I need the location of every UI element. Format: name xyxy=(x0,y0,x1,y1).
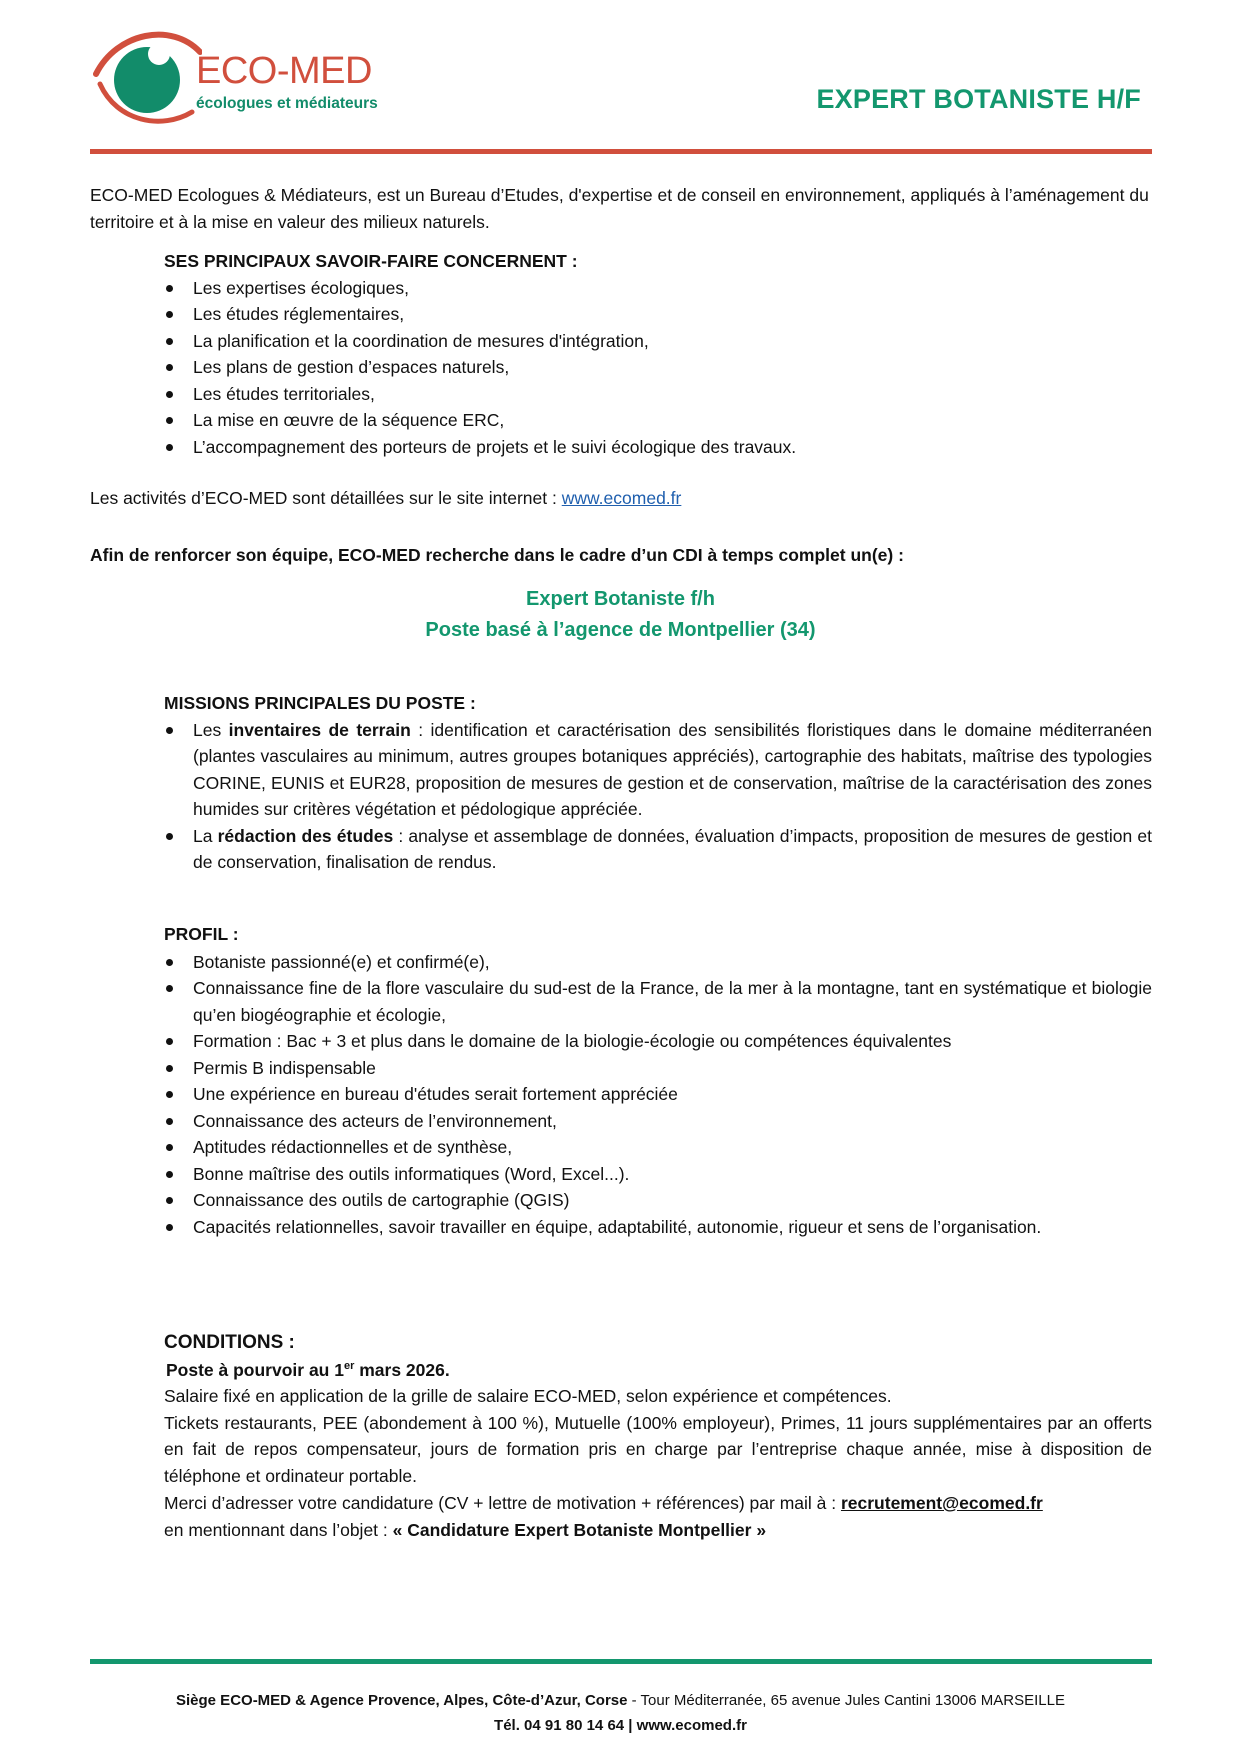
website-line xyxy=(90,485,1152,512)
position-location: Poste basé à l’agence de Montpellier (34) xyxy=(425,619,816,641)
list-item: Les expertises écologiques, xyxy=(164,275,1064,302)
apply-subject-line: en mentionnant dans l’objet : « Candidature Expert Botaniste Montpellier » xyxy=(164,1519,767,1540)
start-date: Poste à pourvoir au 1er mars 2026. xyxy=(166,1359,450,1380)
recruitment-email-link[interactable]: recrutement@ecomed.fr xyxy=(840,1493,1043,1513)
profil-list xyxy=(164,949,1152,1241)
list-item: Les études territoriales, xyxy=(164,381,1064,408)
profil-section xyxy=(164,921,1152,1240)
list-item: Les études réglementaires, xyxy=(164,301,1064,328)
list-item: Les inventaires de terrain : identification et caractérisation des sensibilités floristiques dans le domaine méditerranéen (plantes vasculaires au minimum, autres groupes botaniques appréciés), cartographie des habitats, maîtrise des typologies CORINE, EUNIS et EUR28, proposition de mesures de gestion et de conservation, maîtrise de la caractérisation des zones humides sur critères végétation et pédologique appréciée. xyxy=(164,717,1152,823)
mission-keyword: rédaction des études xyxy=(217,825,394,846)
missions-section xyxy=(164,690,1152,876)
list-item: Connaissance fine de la flore vasculaire du sud-est de la France, de la mer à la montagne, tant en systématique et biologie qu’en biogéographie et écologie, xyxy=(164,975,1152,1028)
list-item: Connaissance des acteurs de l’environnement, xyxy=(164,1108,1152,1135)
list-item: La rédaction des études : analyse et assemblage de données, évaluation d’impacts, proposition de mesures de gestion et de conservation, finalisation de rendus. xyxy=(164,823,1152,876)
footer-contact: Tél. 04 91 80 14 64 | www.ecomed.fr xyxy=(494,1717,747,1734)
company-logo xyxy=(92,22,412,132)
list-item: Bonne maîtrise des outils informatiques (Word, Excel...). xyxy=(164,1161,1152,1188)
website-text: Les activités d’ECO-MED sont détaillées sur le site internet : xyxy=(90,488,562,508)
list-item: Formation : Bac + 3 et plus dans le domaine de la biologie-écologie ou compétences équivalentes xyxy=(164,1028,1152,1055)
mission-keyword: inventaires de terrain xyxy=(228,719,411,740)
list-item: Permis B indispensable xyxy=(164,1055,1152,1082)
list-item: La planification et la coordination de mesures d'intégration, xyxy=(164,328,1064,355)
list-item: Aptitudes rédactionnelles et de synthèse, xyxy=(164,1134,1152,1161)
list-item: La mise en œuvre de la séquence ERC, xyxy=(164,407,1064,434)
conditions-section xyxy=(164,1330,1152,1489)
header-divider xyxy=(90,149,1152,154)
missions-heading: MISSIONS PRINCIPALES DU POSTE : xyxy=(164,693,476,713)
logo-tagline: écologues et médiateurs xyxy=(196,95,378,112)
email-subject: « Candidature Expert Botaniste Montpellier » xyxy=(392,1519,767,1540)
savoir-faire-list xyxy=(164,275,1064,461)
list-item: Connaissance des outils de cartographie (QGIS) xyxy=(164,1187,1152,1214)
savoir-faire-heading: SES PRINCIPAUX SAVOIR-FAIRE CONCERNENT : xyxy=(164,251,578,271)
apply-line: Merci d’adresser votre candidature (CV + lettre de motivation + références) par mail à : recrutement@ecomed.fr xyxy=(164,1493,1043,1513)
list-item: L’accompagnement des porteurs de projets et le suivi écologique des travaux. xyxy=(164,434,1064,461)
list-item: Botaniste passionné(e) et confirmé(e), xyxy=(164,949,1152,976)
savoir-faire-section xyxy=(164,248,1064,460)
apply-section xyxy=(164,1490,1152,1543)
position-title: Expert Botaniste f/h xyxy=(526,588,715,610)
website-link[interactable]: www.ecomed.fr xyxy=(561,488,682,508)
eye-logo-icon xyxy=(92,22,202,132)
recruit-statement: Afin de renforcer son équipe, ECO-MED recherche dans le cadre d’un CDI à temps complet un(e) : xyxy=(90,545,904,565)
salary-text: Salaire fixé en application de la grille de salaire ECO-MED, selon expérience et compétences. xyxy=(164,1386,892,1406)
logo-wordmark: ECO-MED xyxy=(196,50,372,92)
document-title: EXPERT BOTANISTE H/F xyxy=(816,84,1141,114)
footer-address: Siège ECO-MED & Agence Provence, Alpes, Côte-d’Azur, Corse - Tour Méditerranée, 65 avenue Jules Cantini 13006 MARSEILLE xyxy=(176,1692,1065,1709)
benefits-text: Tickets restaurants, PEE (abondement à 100 %), Mutuelle (100% employeur), Primes, 11 jours supplémentaires par an offerts en fait de repos compensateur, jours de formation pris en charge par l’entreprise chaque année, mise à disposition de téléphone et ordinateur portable. xyxy=(164,1412,1152,1486)
list-item: Les plans de gestion d’espaces naturels, xyxy=(164,354,1064,381)
missions-list xyxy=(164,717,1152,876)
footer-divider xyxy=(90,1659,1152,1664)
conditions-heading: CONDITIONS : xyxy=(164,1332,295,1353)
list-item: Une expérience en bureau d'études serait fortement appréciée xyxy=(164,1081,1152,1108)
profil-heading: PROFIL : xyxy=(164,924,239,944)
list-item: Capacités relationnelles, savoir travailler en équipe, adaptabilité, autonomie, rigueur et sens de l’organisation. xyxy=(164,1214,1152,1241)
intro-paragraph: ECO-MED Ecologues & Médiateurs, est un Bureau d’Etudes, d'expertise et de conseil en environnement, appliqués à l’aménagement du territoire et à la mise en valeur des milieux naturels. xyxy=(90,185,1149,232)
